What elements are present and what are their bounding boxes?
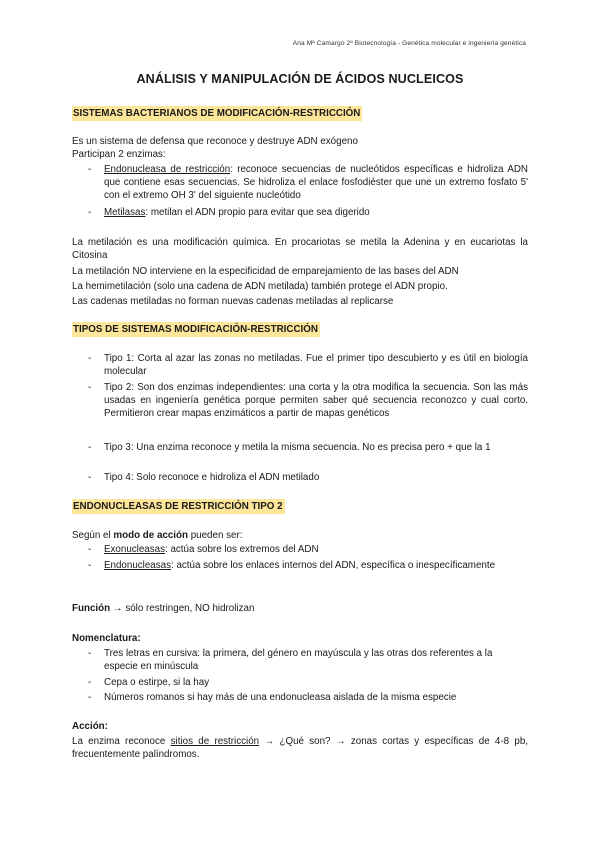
paragraph-action	[72, 735, 528, 761]
function-text: → sólo restringen, NO hidrolizan	[110, 603, 255, 614]
bullet-dash: -	[88, 353, 92, 364]
paragraph-hemimethylation: La hemimetilación (solo una cadena de ADN metilada) también protege el ADN propio.	[72, 281, 448, 292]
term-methylase: Metilasas	[104, 207, 146, 218]
term-endonuclease-type-description: : actúa sobre los enlaces internos del ADN, específica o inespecíficamente	[171, 560, 496, 571]
list-item-type-2: Tipo 2: Son dos enzimas independientes: una corta y la otra modifica la secuencia. Son las más usadas en ingeniería genética porque permiten saber qué secuencia reconozco y cual corto. Permitieron crear mapas enzimáticos a partir de mapas genéticos	[104, 382, 528, 420]
page-header: Ana Mª Camargo 2º Biotecnología - Genética molecular e ingeniería genética	[292, 40, 526, 47]
paragraph-methylation-specificity: La metilación NO interviene en la especificidad de emparejamiento de las bases del ADN	[72, 266, 459, 277]
bullet-dash: -	[88, 560, 92, 571]
function-label: Función	[72, 603, 111, 614]
action-heading: Acción:	[72, 721, 108, 732]
paragraph-function	[72, 602, 528, 615]
list-item-endonuclease-type	[104, 559, 528, 572]
bullet-dash: -	[88, 648, 92, 659]
mode-of-action-bold: modo de acción	[113, 530, 188, 541]
action-text-post: → ¿Qué son? → zonas cortas y específicas de 4-8 pb, frecuentemente palíndromos.	[72, 736, 528, 761]
bullet-dash: -	[88, 677, 92, 688]
section-heading-system-types: TIPOS DE SISTEMAS MODIFICACIÓN-RESTRICCIÓN	[73, 324, 318, 335]
list-item-nomenclature-strain: Cepa o estirpe, si la hay	[104, 677, 210, 688]
nomenclature-heading: Nomenclatura:	[72, 633, 141, 644]
list-item-type-3: Tipo 3: Una enzima reconoce y metila la misma secuencia. No es precisa pero + que la 1	[104, 442, 491, 453]
section-heading-restriction-systems: SISTEMAS BACTERIANOS DE MODIFICACIÓN-RESTRICCIÓN	[73, 108, 361, 119]
term-endonuclease-type: Endonucleasas	[104, 560, 171, 571]
term-exonuclease: Exonucleasas	[104, 544, 165, 555]
bullet-dash: -	[88, 544, 92, 555]
bullet-dash: -	[88, 164, 92, 175]
list-item-exonuclease	[104, 543, 528, 556]
section-heading-type2-endonucleases: ENDONUCLEASAS DE RESTRICCIÓN TIPO 2	[73, 501, 283, 512]
list-item-methylase	[104, 206, 528, 219]
bullet-dash: -	[88, 472, 92, 483]
list-item-type-4: Tipo 4: Solo reconoce e hidroliza el ADN metilado	[104, 472, 320, 483]
bullet-dash: -	[88, 382, 92, 393]
document-title: ANÁLISIS Y MANIPULACIÓN DE ÁCIDOS NUCLEICOS	[136, 72, 464, 86]
bullet-dash: -	[88, 442, 92, 453]
paragraph-mode-of-action	[72, 529, 528, 542]
paragraph-intro-1: Es un sistema de defensa que reconoce y destruye ADN exógeno	[72, 136, 358, 147]
paragraph-intro-2: Participan 2 enzimas:	[72, 149, 166, 160]
term-endonuclease: Endonucleasa de restricción	[104, 164, 231, 175]
term-restriction-sites: sitios de restricción	[170, 736, 260, 747]
term-methylase-description: : metilan el ADN propio para evitar que sea digerido	[145, 207, 370, 218]
list-item-nomenclature-roman: Números romanos si hay más de una endonucleasa aislada de la misma especie	[104, 692, 457, 703]
mode-intro-text: Según el	[72, 530, 114, 541]
action-text-pre: La enzima reconoce	[72, 736, 171, 747]
mode-intro-suffix: pueden ser:	[187, 530, 243, 541]
term-endonuclease-description: : reconoce secuencias de nucleótidos específicas e hidroliza ADN que contiene esas secuencias. Se hidroliza el enlace fosfodiéster que une un extremo fosfato 5' con el extremo OH 3' del siguiente nucleótido	[104, 164, 528, 202]
paragraph-methylated-strands: Las cadenas metiladas no forman nuevas cadenas metiladas al replicarse	[72, 296, 394, 307]
bullet-dash: -	[88, 692, 92, 703]
paragraph-methylation: La metilación es una modificación química. En procariotas se metila la Adenina y en eucariotas la Citosina	[72, 237, 528, 262]
list-item-nomenclature-letters: Tres letras en cursiva: la primera, del género en mayúscula y las otras dos referentes a la especie en minúscula	[104, 648, 493, 673]
list-item-type-1: Tipo 1: Corta al azar las zonas no metiladas. Fue el primer tipo descubierto y es útil en biología molecular	[104, 353, 528, 378]
term-exonuclease-description: : actúa sobre los extremos del ADN	[165, 544, 319, 555]
list-item-endonuclease	[104, 163, 528, 203]
bullet-dash: -	[88, 207, 92, 218]
